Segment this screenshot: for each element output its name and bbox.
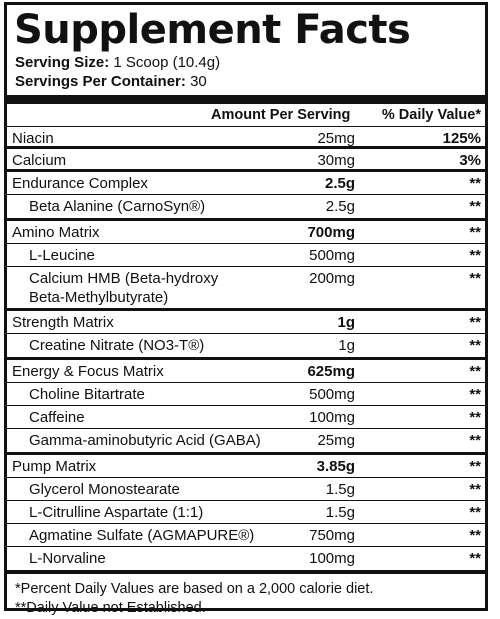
nutrient-dv: ** <box>469 224 481 241</box>
nutrient-amount: 200mg <box>309 270 355 287</box>
serving-size-label: Serving Size: <box>15 54 110 71</box>
footnote-not-established: **Daily Value not Established. <box>15 600 206 616</box>
table-row <box>7 195 485 221</box>
nutrient-amount: 500mg <box>309 247 355 264</box>
nutrient-amount: 500mg <box>309 386 355 403</box>
nutrient-dv: ** <box>469 409 481 426</box>
table-row <box>7 383 485 406</box>
nutrient-dv: ** <box>469 198 481 215</box>
nutrient-name: Amino Matrix <box>12 224 100 241</box>
nutrient-name: Caffeine <box>29 409 85 426</box>
nutrient-amount: 25mg <box>317 432 355 449</box>
nutrient-name-line2: Beta-Methylbutyrate) <box>29 289 169 306</box>
table-row <box>7 429 485 455</box>
table-row <box>7 127 485 149</box>
nutrient-dv: ** <box>469 481 481 498</box>
table-row <box>7 360 485 383</box>
table-row <box>7 406 485 429</box>
nutrient-name: Pump Matrix <box>12 458 97 475</box>
nutrient-dv: ** <box>469 363 481 380</box>
nutrient-dv: ** <box>469 432 481 449</box>
table-row <box>7 221 485 244</box>
nutrient-name-line1: Calcium HMB (Beta-hydroxy <box>29 270 219 287</box>
table-row <box>7 478 485 501</box>
nutrient-dv: 125% <box>442 130 481 147</box>
serving-size <box>15 53 485 72</box>
nutrient-name: L-Citrulline Aspartate (1:1) <box>29 504 204 521</box>
nutrient-amount: 100mg <box>309 550 355 567</box>
nutrient-dv: ** <box>469 550 481 567</box>
nutrient-dv: ** <box>469 270 481 287</box>
table-row <box>7 244 485 267</box>
table-row <box>7 149 485 172</box>
nutrient-dv: ** <box>469 337 481 354</box>
amount-header: Amount Per Serving <box>211 107 351 123</box>
servings-per-container-label: Servings Per Container: <box>15 73 186 90</box>
nutrient-name: L-Leucine <box>29 247 95 264</box>
nutrient-name: L-Norvaline <box>29 550 106 567</box>
nutrient-dv: ** <box>469 504 481 521</box>
nutrient-amount: 2.5g <box>325 198 355 215</box>
table-row <box>7 172 485 195</box>
nutrient-name: Agmatine Sulfate (AGMAPURE®) <box>29 527 255 544</box>
dv-header: % Daily Value* <box>381 107 481 123</box>
nutrient-amount: 1g <box>338 337 355 354</box>
nutrient-name: Strength Matrix <box>12 314 114 331</box>
table-row <box>7 311 485 334</box>
nutrient-amount: 3.85g <box>316 458 355 475</box>
table-row <box>7 455 485 478</box>
table-row <box>7 524 485 547</box>
serving-size-value: 1 Scoop (10.4g) <box>113 54 221 71</box>
servings-per-container <box>15 72 485 91</box>
nutrient-amount: 625mg <box>307 363 355 380</box>
nutrient-amount: 700mg <box>307 224 355 241</box>
table-row <box>7 547 485 574</box>
nutrient-amount: 100mg <box>309 409 355 426</box>
nutrient-amount: 2.5g <box>324 175 355 192</box>
nutrient-dv: ** <box>469 386 481 403</box>
nutrient-name <box>29 269 218 307</box>
nutrient-name: Calcium <box>12 152 67 169</box>
thick-divider <box>7 95 485 104</box>
nutrient-dv: ** <box>469 247 481 264</box>
table-row <box>7 267 485 311</box>
nutrient-name: Choline Bitartrate <box>29 386 145 403</box>
nutrient-name: Energy & Focus Matrix <box>12 363 164 380</box>
nutrient-amount: 1.5g <box>325 481 355 498</box>
nutrient-name: Gamma-aminobutyric Acid (GABA) <box>29 432 261 449</box>
nutrient-name: Glycerol Monostearate <box>29 481 180 498</box>
table-row <box>7 501 485 524</box>
nutrient-dv: ** <box>469 458 481 475</box>
servings-per-container-value: 30 <box>190 73 207 90</box>
nutrient-amount: 1g <box>337 314 355 331</box>
footnote-percent-dv: *Percent Daily Values are based on a 2,000 calorie diet. <box>15 581 374 597</box>
nutrient-name: Niacin <box>12 130 54 147</box>
nutrient-dv: ** <box>469 175 481 192</box>
nutrient-name: Beta Alanine (CarnoSyn®) <box>29 198 206 215</box>
nutrient-name: Endurance Complex <box>12 175 148 192</box>
nutrient-name: Creatine Nitrate (NO3-T®) <box>29 337 205 354</box>
nutrient-amount: 1.5g <box>325 504 355 521</box>
nutrient-dv: ** <box>469 314 481 331</box>
supplement-facts-panel <box>4 2 488 616</box>
column-header <box>7 104 485 127</box>
panel-title: Supplement Facts <box>14 7 411 53</box>
nutrient-amount: 30mg <box>317 152 355 169</box>
nutrient-dv: 3% <box>459 152 481 169</box>
nutrient-amount: 750mg <box>309 527 355 544</box>
table-row <box>7 334 485 360</box>
nutrient-amount: 25mg <box>317 130 355 147</box>
nutrient-dv: ** <box>469 527 481 544</box>
